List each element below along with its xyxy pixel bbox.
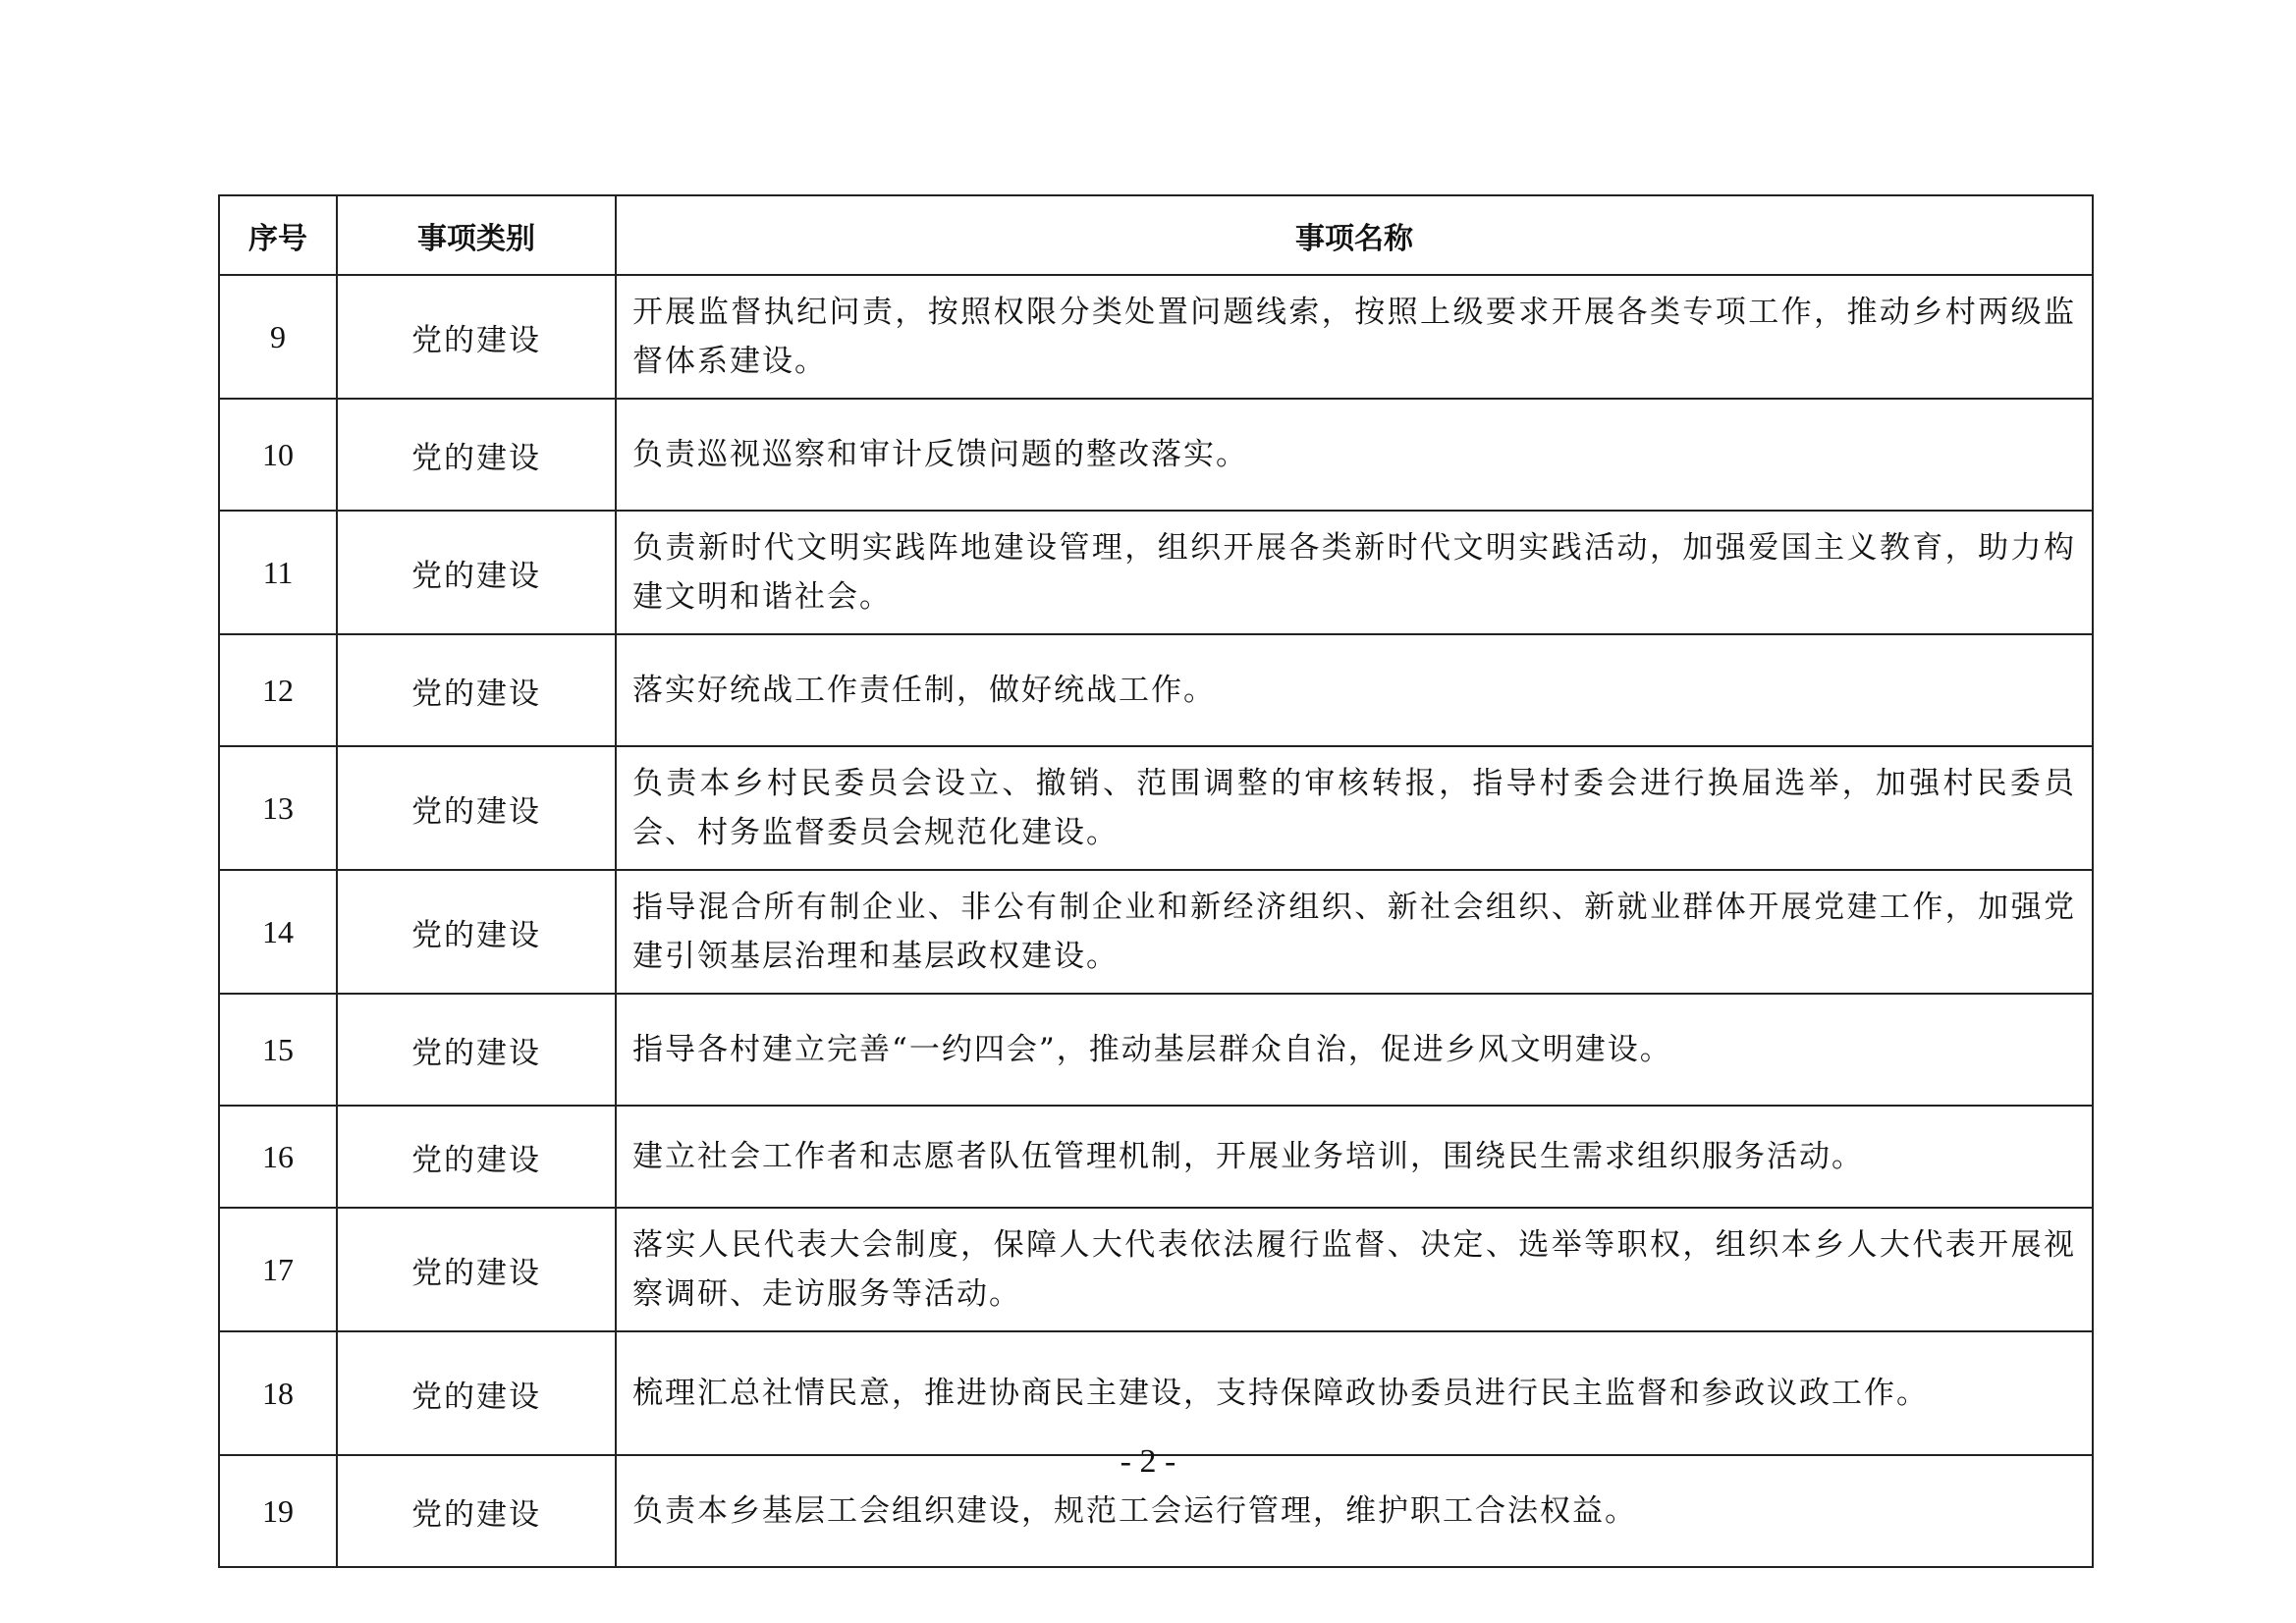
row-category: 党的建设: [337, 511, 616, 634]
row-serial-number: 17: [219, 1208, 337, 1331]
row-matter-name: 指导各村建立完善“一约四会”，推动基层群众自治，促进乡风文明建设。: [616, 994, 2093, 1106]
row-serial-number: 14: [219, 870, 337, 994]
row-category: 党的建设: [337, 994, 616, 1106]
row-serial-number: 10: [219, 399, 337, 511]
table-row: [219, 870, 2093, 994]
table-row: [219, 1106, 2093, 1208]
row-serial-number: 19: [219, 1455, 337, 1567]
table-row: [219, 511, 2093, 634]
table-row: [219, 1331, 2093, 1455]
table-row: [219, 994, 2093, 1106]
row-matter-name: 梳理汇总社情民意，推进协商民主建设，支持保障政协委员进行民主监督和参政议政工作。: [616, 1331, 2093, 1455]
row-matter-name: 负责巡视巡察和审计反馈问题的整改落实。: [616, 399, 2093, 511]
table-row: [219, 275, 2093, 399]
row-matter-name: 建立社会工作者和志愿者队伍管理机制，开展业务培训，围绕民生需求组织服务活动。: [616, 1106, 2093, 1208]
row-category: 党的建设: [337, 870, 616, 994]
matters-table: [218, 194, 2094, 1568]
row-matter-name: 落实人民代表大会制度，保障人大代表依法履行监督、决定、选举等职权，组织本乡人大代表开展视察调研、走访服务等活动。: [616, 1208, 2093, 1331]
row-matter-name: 负责本乡村民委员会设立、撤销、范围调整的审核转报，指导村委会进行换届选举，加强村民委员会、村务监督委员会规范化建设。: [616, 746, 2093, 870]
row-serial-number: 16: [219, 1106, 337, 1208]
row-matter-name: 负责本乡基层工会组织建设，规范工会运行管理，维护职工合法权益。: [616, 1455, 2093, 1567]
row-category: 党的建设: [337, 275, 616, 399]
header-serial-number: 序号: [219, 195, 337, 275]
table-row: [219, 1208, 2093, 1331]
row-matter-name: 开展监督执纪问责，按照权限分类处置问题线索，按照上级要求开展各类专项工作，推动乡村两级监督体系建设。: [616, 275, 2093, 399]
row-category: 党的建设: [337, 746, 616, 870]
row-matter-name: 负责新时代文明实践阵地建设管理，组织开展各类新时代文明实践活动，加强爱国主义教育，助力构建文明和谐社会。: [616, 511, 2093, 634]
table-header-row: [219, 195, 2093, 275]
row-serial-number: 9: [219, 275, 337, 399]
row-category: 党的建设: [337, 1208, 616, 1331]
row-serial-number: 13: [219, 746, 337, 870]
row-category: 党的建设: [337, 399, 616, 511]
row-serial-number: 12: [219, 634, 337, 746]
row-serial-number: 15: [219, 994, 337, 1106]
row-serial-number: 18: [219, 1331, 337, 1455]
row-matter-name: 落实好统战工作责任制，做好统战工作。: [616, 634, 2093, 746]
row-category: 党的建设: [337, 1331, 616, 1455]
row-category: 党的建设: [337, 634, 616, 746]
row-serial-number: 11: [219, 511, 337, 634]
header-matter-name: 事项名称: [616, 195, 2093, 275]
row-matter-name: 指导混合所有制企业、非公有制企业和新经济组织、新社会组织、新就业群体开展党建工作，加强党建引领基层治理和基层政权建设。: [616, 870, 2093, 994]
table-row: [219, 399, 2093, 511]
table-row: [219, 746, 2093, 870]
header-category: 事项类别: [337, 195, 616, 275]
row-category: 党的建设: [337, 1455, 616, 1567]
row-category: 党的建设: [337, 1106, 616, 1208]
page-number: - 2 -: [1120, 1443, 1176, 1480]
table-row: [219, 634, 2093, 746]
